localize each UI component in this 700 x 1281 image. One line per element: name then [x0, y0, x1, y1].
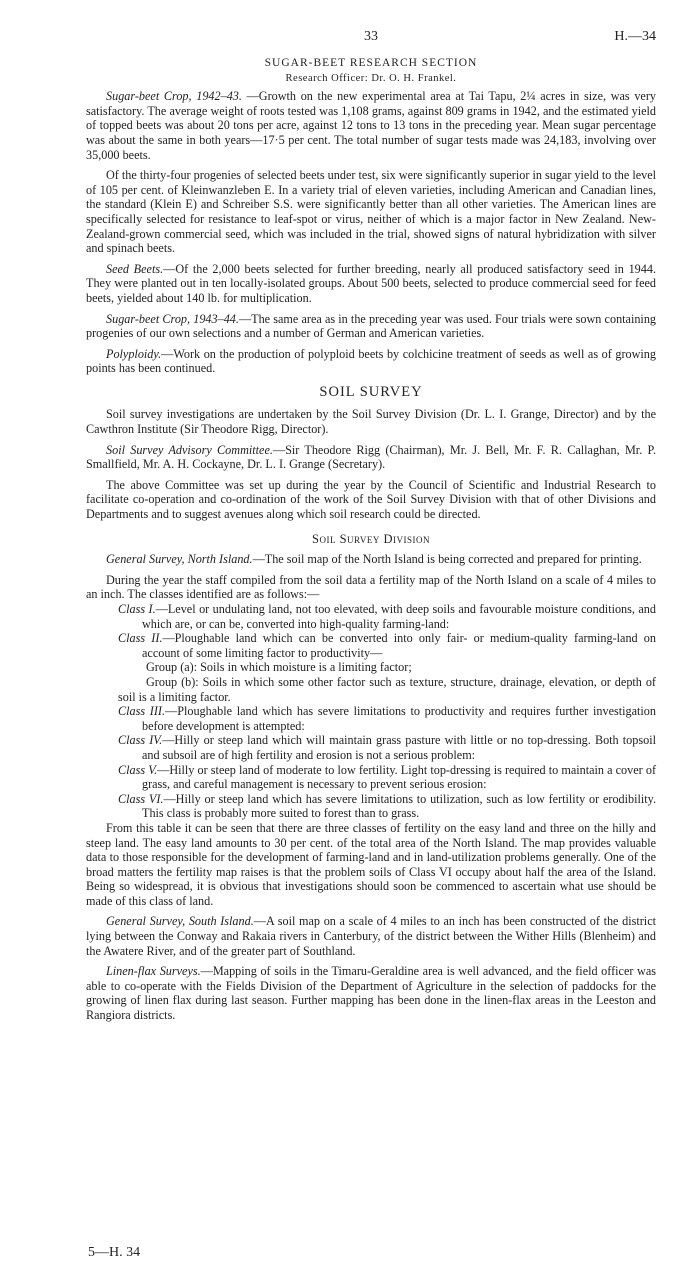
paragraph-text: —A soil map on a scale of 4 miles to an inch has been constructed of the district lying between the Conway and Rakaia rivers in Canterbury, of the district between the Wither Hills (Blenheim) and the Awatere River, and of the greater part of Southland.	[86, 914, 656, 958]
class-label: Class VI.	[118, 791, 164, 806]
paragraph-lead: Polyploidy.	[106, 346, 162, 361]
paragraph-lead: Sugar-beet Crop, 1943–44.	[106, 311, 239, 326]
class-label: Class III.	[118, 704, 166, 719]
paragraph-lead: Linen-flax Surveys.	[106, 964, 201, 979]
paragraph-lead: Soil Survey Advisory Committee.	[106, 442, 273, 457]
paragraph-seed-beets	[86, 262, 656, 306]
group-item	[86, 675, 656, 704]
paragraph-committee-purpose: The above Committee was set up during the year by the Council of Scientific and Industrial Research to facilitate co-operation and co-ordination of the work of the Soil Survey Division with that of other Divisions and Departments and to suggest avenues along which soil research could be directed.	[86, 477, 656, 522]
class-text: —Ploughable land which has severe limitations to productivity and requires further investigation before development is attempted:	[142, 704, 656, 733]
class-label: Class II.	[118, 631, 163, 646]
document-reference: H.—34	[614, 29, 656, 44]
paragraph-lead: General Survey, North Island.	[106, 552, 253, 567]
section-title-sugar-beet: SUGAR-BEET RESEARCH SECTION	[264, 57, 478, 69]
group-text: Soils in which moisture is a limiting factor;	[197, 660, 412, 675]
paragraph-sugar-beet-crop-1942	[86, 89, 656, 162]
class-text: —Ploughable land which can be converted into only fair- or medium-quality farming-land on account of some limiting factor to productivity—	[142, 631, 656, 660]
class-item	[86, 792, 656, 821]
paragraph-general-survey-north	[86, 552, 656, 567]
paragraph-text: —The same area as in the preceding year was used. Four trials were sown containing progenies of our own selections and a number of German and American varieties.	[86, 311, 657, 341]
class-item	[86, 704, 656, 733]
paragraph-text: —The soil map of the North Island is being corrected and prepared for printing.	[252, 552, 642, 567]
paragraph-text: —Sir Theodore Rigg (Chairman), Mr. J. Bell, Mr. F. R. Callaghan, Mr. P. Smallfield, Mr. A. H. Cockayne, Dr. L. I. Grange (Secretary).	[86, 442, 656, 472]
group-item	[86, 660, 656, 675]
class-item	[86, 763, 656, 792]
paragraph-text: —Growth on the new experimental area at Tai Tapu, 2¼ acres in size, was very satisfactory. The average weight of roots tested was 1,108 grams, against 809 grams in 1942, and the estimated yield of topped beets was about 20 tons per acre, against 12 tons to 13 tons in the preceding year. Mean sugar percentage was about the same in both years—17·5 per cent. The total number of sugar tests made was 24,183, involving over 35,000 beets.	[86, 89, 656, 162]
page-header	[86, 30, 656, 56]
paragraph-lead: General Survey, South Island.	[106, 914, 254, 929]
paragraph-progenies: Of the thirty-four progenies of selected beets under test, six were significantly superior in sugar yield to the level of 105 per cent. of Kleinwanzleben E. In a variety trial of eleven varieties, including American and Canadian lines, the standard (Klein E) and Schreiber S.S. were significantly better than all other varieties. The American lines are specifically selected for resistance to leaf-spot or virus, neither of which is a major factor in New Zealand. New-Zealand-grown commercial seed, which was included in the trial, showed signs of natural hybridization with silver and spinach beets.	[86, 168, 656, 256]
paragraph-soil-survey-intro: Soil survey investigations are undertaken by the Soil Survey Division (Dr. L. I. Grange, Director) and by the Cawthron Institute (Sir Theodore Rigg, Director).	[86, 407, 656, 437]
paragraph-advisory-committee	[86, 443, 656, 472]
paragraph-fertility-table-summary: From this table it can be seen that there are three classes of fertility on the easy land and three on the hilly and steep land. The easy land amounts to 30 per cent. of the total area of the North Island. The map provides valuable data to those responsible for the development of farming-land and in land-utilization problems generally. One of the broad matters the fertility map raises is that the problem soils of Class VI occupy about half the area of the Island. Being so widespread, it is obvious that investigations should soon be commenced to ascertain what use should be made of this class of land.	[86, 820, 656, 908]
footer-signature-mark: 5—H. 34	[88, 1245, 141, 1260]
group-label: Group (b):	[146, 674, 199, 689]
class-label: Class I.	[118, 602, 156, 616]
paragraph-text: —Work on the production of polyploid beets by colchicine treatment of seeds as well as of growing points has been continued.	[86, 346, 656, 376]
group-text: Soils in which some other factor such as texture, structure, drainage, elevation, or depth of soil is a limiting factor.	[118, 674, 656, 704]
research-officer-line: Research Officer: Dr. O. H. Frankel.	[285, 72, 457, 84]
class-text: —Hilly or steep land of moderate to low fertility. Light top-dressing is required to maintain a cover of grass, and careful management is necessary to prevent serious erosion:	[142, 762, 657, 792]
class-text: —Hilly or steep land which has severe limitations to utilization, such as low fertility or erodibility. This class is probably more suited to forest than to grass.	[142, 791, 657, 821]
class-text: —Level or undulating land, not too elevated, with deep soils and favourable moisture conditions, and which are, or can be, converted into high-quality farming-land:	[142, 602, 656, 631]
section-title-soil-survey: SOIL SURVEY	[319, 383, 423, 400]
class-item	[86, 733, 656, 762]
group-label: Group (a):	[146, 660, 198, 675]
class-label: Class V.	[118, 762, 158, 777]
class-label: Class IV.	[118, 733, 163, 748]
paragraph-text: —Of the 2,000 beets selected for further breeding, nearly all produced satisfactory seed in 1944. They were planted out in ten locally-isolated groups. About 500 beets, selected to produce commercial seed for feed beets, yielded about 140 lb. for multiplication.	[86, 261, 656, 305]
fertility-class-list	[86, 602, 656, 821]
paragraph-linen-flax-surveys	[86, 964, 656, 1022]
subsection-title-soil-survey-division: Soil Survey Division	[312, 531, 430, 546]
paragraph-polyploidy	[86, 347, 656, 376]
page-number: 33	[364, 29, 378, 44]
class-item	[86, 602, 656, 631]
paragraph-sugar-beet-crop-1943	[86, 312, 656, 341]
class-item	[86, 631, 656, 660]
paragraph-lead: Seed Beets.	[106, 261, 164, 276]
paragraph-text: —Mapping of soils in the Timaru-Geraldine area is well advanced, and the field officer was able to co-operate with the Fields Division of the Department of Agriculture in the selection of paddocks for the growing of linen flax during last season. Further mapping has been done in the linen-flax areas in the Leeston and Rangiora districts.	[86, 964, 656, 1023]
paragraph-fertility-map: During the year the staff compiled from the soil data a fertility map of the North Island on a scale of 4 miles to an inch. The classes identified are as follows:—	[86, 572, 656, 602]
paragraph-general-survey-south	[86, 914, 656, 958]
class-text: —Hilly or steep land which will maintain grass pasture with little or no top-dressing. Both topsoil and subsoil are of high fertility and erosion is not a serious problem:	[142, 733, 656, 762]
paragraph-lead: Sugar-beet Crop, 1942–43.	[106, 89, 242, 104]
